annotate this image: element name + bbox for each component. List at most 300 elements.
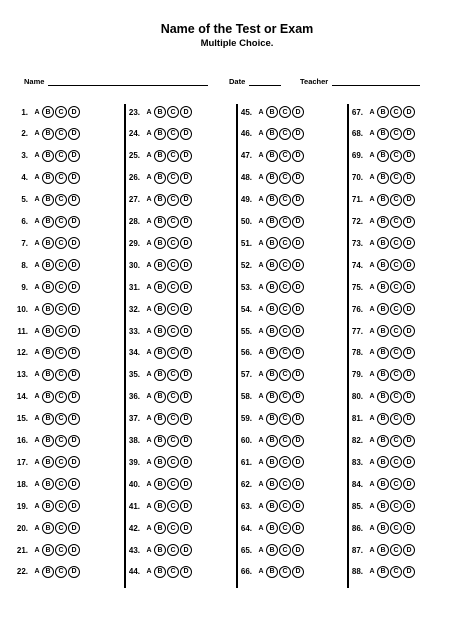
answer-bubble-a[interactable]: A: [258, 130, 264, 138]
answer-bubble-d[interactable]: D: [403, 325, 415, 337]
date-field[interactable]: [229, 77, 281, 86]
answer-bubble-a[interactable]: A: [34, 239, 40, 247]
answer-bubble-c[interactable]: C: [55, 544, 67, 556]
answer-bubble-b[interactable]: B: [154, 500, 166, 512]
answer-bubble-d[interactable]: D: [68, 369, 80, 381]
answer-bubble-c[interactable]: C: [390, 478, 402, 490]
answer-bubble-b[interactable]: B: [154, 172, 166, 184]
answer-bubble-d[interactable]: D: [68, 347, 80, 359]
answer-bubble-c[interactable]: C: [390, 413, 402, 425]
answer-bubble-a[interactable]: A: [258, 152, 264, 160]
answer-bubble-d[interactable]: D: [68, 325, 80, 337]
answer-bubble-a[interactable]: A: [34, 283, 40, 291]
answer-bubble-a[interactable]: A: [34, 480, 40, 488]
answer-bubble-c[interactable]: C: [390, 281, 402, 293]
answer-bubble-a[interactable]: A: [258, 568, 264, 576]
answer-bubble-d[interactable]: D: [180, 566, 192, 578]
answer-bubble-d[interactable]: D: [180, 150, 192, 162]
answer-bubble-c[interactable]: C: [390, 172, 402, 184]
answer-bubble-a[interactable]: A: [258, 283, 264, 291]
answer-bubble-b[interactable]: B: [42, 150, 54, 162]
answer-bubble-d[interactable]: D: [292, 369, 304, 381]
answer-bubble-c[interactable]: C: [390, 303, 402, 315]
answer-bubble-a[interactable]: A: [146, 568, 152, 576]
answer-bubble-c[interactable]: C: [279, 566, 291, 578]
answer-bubble-a[interactable]: A: [34, 305, 40, 313]
answer-bubble-a[interactable]: A: [258, 502, 264, 510]
answer-bubble-d[interactable]: D: [68, 478, 80, 490]
answer-bubble-d[interactable]: D: [403, 544, 415, 556]
answer-bubble-c[interactable]: C: [55, 391, 67, 403]
answer-bubble-a[interactable]: A: [34, 437, 40, 444]
answer-bubble-c[interactable]: C: [55, 216, 67, 228]
answer-bubble-c[interactable]: C: [55, 566, 67, 578]
answer-bubble-d[interactable]: D: [68, 413, 80, 425]
answer-bubble-d[interactable]: D: [292, 325, 304, 337]
answer-bubble-a[interactable]: A: [34, 196, 40, 204]
answer-bubble-a[interactable]: A: [34, 458, 40, 466]
answer-bubble-b[interactable]: B: [266, 347, 278, 359]
answer-bubble-c[interactable]: C: [279, 500, 291, 512]
answer-bubble-a[interactable]: A: [369, 546, 375, 554]
answer-bubble-a[interactable]: A: [258, 174, 264, 182]
answer-bubble-b[interactable]: B: [154, 544, 166, 556]
answer-bubble-b[interactable]: B: [154, 456, 166, 468]
answer-bubble-a[interactable]: A: [369, 524, 375, 532]
answer-bubble-b[interactable]: B: [42, 172, 54, 184]
answer-bubble-b[interactable]: B: [377, 172, 389, 184]
answer-bubble-a[interactable]: A: [369, 480, 375, 488]
answer-bubble-d[interactable]: D: [292, 194, 304, 206]
answer-bubble-a[interactable]: A: [34, 524, 40, 532]
teacher-field[interactable]: [300, 77, 420, 86]
answer-bubble-c[interactable]: C: [167, 237, 179, 249]
answer-bubble-b[interactable]: B: [377, 566, 389, 578]
answer-bubble-d[interactable]: D: [403, 281, 415, 293]
answer-bubble-c[interactable]: C: [167, 566, 179, 578]
answer-bubble-b[interactable]: B: [42, 216, 54, 228]
answer-bubble-a[interactable]: A: [34, 393, 40, 401]
answer-bubble-d[interactable]: D: [403, 435, 415, 447]
answer-bubble-a[interactable]: A: [258, 524, 264, 532]
answer-bubble-b[interactable]: B: [154, 150, 166, 162]
answer-bubble-c[interactable]: C: [279, 128, 291, 140]
answer-bubble-c[interactable]: C: [167, 172, 179, 184]
answer-bubble-b[interactable]: B: [42, 128, 54, 140]
answer-bubble-a[interactable]: A: [369, 393, 375, 401]
answer-bubble-b[interactable]: B: [266, 413, 278, 425]
answer-bubble-b[interactable]: B: [42, 325, 54, 337]
answer-bubble-d[interactable]: D: [180, 435, 192, 447]
answer-bubble-b[interactable]: B: [154, 281, 166, 293]
answer-bubble-a[interactable]: A: [34, 546, 40, 554]
answer-bubble-a[interactable]: A: [34, 174, 40, 182]
answer-bubble-c[interactable]: C: [55, 172, 67, 184]
answer-bubble-a[interactable]: A: [258, 239, 264, 247]
answer-bubble-d[interactable]: D: [180, 369, 192, 381]
answer-bubble-c[interactable]: C: [167, 478, 179, 490]
answer-bubble-a[interactable]: A: [34, 371, 40, 379]
answer-bubble-c[interactable]: C: [55, 150, 67, 162]
answer-bubble-d[interactable]: D: [68, 544, 80, 556]
answer-bubble-d[interactable]: D: [292, 259, 304, 271]
answer-bubble-a[interactable]: A: [369, 152, 375, 160]
answer-bubble-a[interactable]: A: [258, 458, 264, 466]
answer-bubble-d[interactable]: D: [403, 347, 415, 359]
answer-bubble-a[interactable]: A: [34, 349, 40, 357]
answer-bubble-d[interactable]: D: [292, 456, 304, 468]
answer-bubble-c[interactable]: C: [167, 347, 179, 359]
answer-bubble-b[interactable]: B: [377, 435, 389, 447]
answer-bubble-c[interactable]: C: [167, 259, 179, 271]
answer-bubble-b[interactable]: B: [154, 259, 166, 271]
answer-bubble-b[interactable]: B: [42, 303, 54, 315]
answer-bubble-d[interactable]: D: [180, 325, 192, 337]
answer-bubble-d[interactable]: D: [403, 259, 415, 271]
answer-bubble-a[interactable]: A: [146, 480, 152, 488]
answer-bubble-d[interactable]: D: [403, 106, 415, 118]
answer-bubble-c[interactable]: C: [279, 522, 291, 534]
answer-bubble-b[interactable]: B: [154, 391, 166, 403]
answer-bubble-c[interactable]: C: [167, 216, 179, 228]
answer-bubble-d[interactable]: D: [403, 369, 415, 381]
answer-bubble-c[interactable]: C: [279, 391, 291, 403]
answer-bubble-c[interactable]: C: [55, 478, 67, 490]
answer-bubble-d[interactable]: D: [180, 259, 192, 271]
answer-bubble-a[interactable]: A: [146, 196, 152, 204]
answer-bubble-b[interactable]: B: [377, 522, 389, 534]
answer-bubble-b[interactable]: B: [266, 150, 278, 162]
answer-bubble-b[interactable]: B: [377, 237, 389, 249]
answer-bubble-c[interactable]: C: [279, 237, 291, 249]
answer-bubble-a[interactable]: A: [146, 174, 152, 182]
answer-bubble-d[interactable]: D: [292, 566, 304, 578]
answer-bubble-d[interactable]: D: [403, 500, 415, 512]
answer-bubble-c[interactable]: C: [390, 456, 402, 468]
answer-bubble-c[interactable]: C: [55, 325, 67, 337]
answer-bubble-b[interactable]: B: [377, 303, 389, 315]
answer-bubble-a[interactable]: A: [258, 261, 264, 269]
answer-bubble-a[interactable]: A: [369, 239, 375, 247]
answer-bubble-b[interactable]: B: [377, 544, 389, 556]
answer-bubble-b[interactable]: B: [377, 281, 389, 293]
answer-bubble-b[interactable]: B: [42, 566, 54, 578]
answer-bubble-c[interactable]: C: [279, 369, 291, 381]
answer-bubble-c[interactable]: C: [167, 435, 179, 447]
answer-bubble-d[interactable]: D: [180, 216, 192, 228]
answer-bubble-c[interactable]: C: [279, 347, 291, 359]
answer-bubble-c[interactable]: C: [167, 128, 179, 140]
answer-bubble-a[interactable]: A: [369, 502, 375, 510]
answer-bubble-d[interactable]: D: [292, 303, 304, 315]
answer-bubble-d[interactable]: D: [403, 456, 415, 468]
answer-bubble-d[interactable]: D: [180, 303, 192, 315]
answer-bubble-c[interactable]: C: [167, 325, 179, 337]
answer-bubble-c[interactable]: C: [390, 216, 402, 228]
answer-bubble-b[interactable]: B: [266, 259, 278, 271]
answer-bubble-c[interactable]: C: [167, 500, 179, 512]
answer-bubble-a[interactable]: A: [258, 218, 264, 225]
answer-bubble-a[interactable]: A: [258, 371, 264, 379]
answer-bubble-d[interactable]: D: [292, 391, 304, 403]
answer-bubble-b[interactable]: B: [266, 522, 278, 534]
answer-bubble-d[interactable]: D: [68, 456, 80, 468]
answer-bubble-b[interactable]: B: [266, 369, 278, 381]
answer-bubble-a[interactable]: A: [369, 568, 375, 576]
answer-bubble-a[interactable]: A: [146, 218, 152, 225]
answer-bubble-b[interactable]: B: [154, 106, 166, 118]
answer-bubble-b[interactable]: B: [266, 435, 278, 447]
answer-bubble-c[interactable]: C: [167, 413, 179, 425]
answer-bubble-a[interactable]: A: [146, 393, 152, 401]
answer-bubble-b[interactable]: B: [154, 413, 166, 425]
answer-bubble-d[interactable]: D: [403, 216, 415, 228]
answer-bubble-a[interactable]: A: [369, 349, 375, 357]
answer-bubble-a[interactable]: A: [146, 524, 152, 532]
answer-bubble-c[interactable]: C: [279, 544, 291, 556]
answer-bubble-b[interactable]: B: [266, 172, 278, 184]
date-line[interactable]: [249, 77, 281, 86]
answer-bubble-a[interactable]: A: [146, 371, 152, 379]
answer-bubble-d[interactable]: D: [292, 435, 304, 447]
answer-bubble-d[interactable]: D: [292, 413, 304, 425]
answer-bubble-d[interactable]: D: [403, 566, 415, 578]
answer-bubble-d[interactable]: D: [292, 106, 304, 118]
answer-bubble-c[interactable]: C: [167, 281, 179, 293]
answer-bubble-a[interactable]: A: [369, 283, 375, 291]
answer-bubble-a[interactable]: A: [258, 327, 264, 335]
answer-bubble-b[interactable]: B: [154, 194, 166, 206]
answer-bubble-d[interactable]: D: [403, 478, 415, 490]
answer-bubble-b[interactable]: B: [266, 128, 278, 140]
answer-bubble-d[interactable]: D: [68, 281, 80, 293]
answer-bubble-b[interactable]: B: [42, 435, 54, 447]
answer-bubble-c[interactable]: C: [55, 194, 67, 206]
answer-bubble-c[interactable]: C: [279, 259, 291, 271]
answer-bubble-d[interactable]: D: [68, 435, 80, 447]
answer-bubble-c[interactable]: C: [390, 347, 402, 359]
answer-bubble-b[interactable]: B: [154, 347, 166, 359]
answer-bubble-d[interactable]: D: [292, 216, 304, 228]
answer-bubble-c[interactable]: C: [279, 106, 291, 118]
answer-bubble-b[interactable]: B: [154, 303, 166, 315]
answer-bubble-b[interactable]: B: [42, 106, 54, 118]
answer-bubble-c[interactable]: C: [390, 435, 402, 447]
answer-bubble-b[interactable]: B: [377, 259, 389, 271]
answer-bubble-c[interactable]: C: [279, 413, 291, 425]
answer-bubble-b[interactable]: B: [42, 194, 54, 206]
answer-bubble-a[interactable]: A: [258, 196, 264, 204]
answer-bubble-a[interactable]: A: [146, 283, 152, 291]
answer-bubble-a[interactable]: A: [369, 415, 375, 423]
answer-bubble-b[interactable]: B: [42, 347, 54, 359]
answer-bubble-c[interactable]: C: [167, 303, 179, 315]
answer-bubble-a[interactable]: A: [146, 305, 152, 313]
answer-bubble-d[interactable]: D: [180, 106, 192, 118]
answer-bubble-d[interactable]: D: [292, 237, 304, 249]
answer-bubble-c[interactable]: C: [279, 172, 291, 184]
answer-bubble-d[interactable]: D: [403, 413, 415, 425]
answer-bubble-b[interactable]: B: [154, 522, 166, 534]
answer-bubble-c[interactable]: C: [279, 456, 291, 468]
answer-bubble-d[interactable]: D: [403, 172, 415, 184]
answer-bubble-b[interactable]: B: [266, 478, 278, 490]
answer-bubble-a[interactable]: A: [34, 415, 40, 423]
answer-bubble-c[interactable]: C: [55, 281, 67, 293]
answer-bubble-a[interactable]: A: [146, 546, 152, 554]
answer-bubble-c[interactable]: C: [390, 544, 402, 556]
answer-bubble-b[interactable]: B: [377, 325, 389, 337]
answer-bubble-b[interactable]: B: [154, 128, 166, 140]
answer-bubble-c[interactable]: C: [167, 456, 179, 468]
answer-bubble-c[interactable]: C: [390, 106, 402, 118]
answer-bubble-d[interactable]: D: [403, 303, 415, 315]
answer-bubble-c[interactable]: C: [390, 259, 402, 271]
answer-bubble-a[interactable]: A: [258, 108, 264, 116]
answer-bubble-b[interactable]: B: [42, 544, 54, 556]
answer-bubble-d[interactable]: D: [292, 522, 304, 534]
answer-bubble-a[interactable]: A: [258, 415, 264, 423]
answer-bubble-d[interactable]: D: [292, 128, 304, 140]
answer-bubble-d[interactable]: D: [403, 522, 415, 534]
answer-bubble-a[interactable]: A: [146, 152, 152, 160]
answer-bubble-b[interactable]: B: [42, 391, 54, 403]
answer-bubble-d[interactable]: D: [180, 128, 192, 140]
answer-bubble-a[interactable]: A: [34, 327, 40, 335]
answer-bubble-a[interactable]: A: [369, 371, 375, 379]
answer-bubble-b[interactable]: B: [154, 237, 166, 249]
answer-bubble-b[interactable]: B: [377, 216, 389, 228]
answer-bubble-c[interactable]: C: [279, 281, 291, 293]
answer-bubble-c[interactable]: C: [55, 128, 67, 140]
answer-bubble-c[interactable]: C: [55, 237, 67, 249]
answer-bubble-a[interactable]: A: [34, 152, 40, 160]
answer-bubble-a[interactable]: A: [34, 218, 40, 225]
answer-bubble-d[interactable]: D: [292, 500, 304, 512]
answer-bubble-c[interactable]: C: [390, 522, 402, 534]
answer-bubble-b[interactable]: B: [266, 456, 278, 468]
answer-bubble-d[interactable]: D: [292, 544, 304, 556]
answer-bubble-a[interactable]: A: [369, 458, 375, 466]
answer-bubble-c[interactable]: C: [390, 150, 402, 162]
answer-bubble-a[interactable]: A: [258, 480, 264, 488]
answer-bubble-c[interactable]: C: [390, 500, 402, 512]
answer-bubble-b[interactable]: B: [377, 456, 389, 468]
answer-bubble-d[interactable]: D: [68, 194, 80, 206]
answer-bubble-c[interactable]: C: [167, 194, 179, 206]
answer-bubble-a[interactable]: A: [258, 393, 264, 401]
answer-bubble-b[interactable]: B: [377, 369, 389, 381]
answer-bubble-d[interactable]: D: [68, 216, 80, 228]
answer-bubble-b[interactable]: B: [42, 413, 54, 425]
answer-bubble-b[interactable]: B: [266, 391, 278, 403]
answer-bubble-a[interactable]: A: [258, 305, 264, 313]
answer-bubble-d[interactable]: D: [403, 194, 415, 206]
answer-bubble-c[interactable]: C: [55, 500, 67, 512]
answer-bubble-b[interactable]: B: [42, 237, 54, 249]
answer-bubble-d[interactable]: D: [180, 500, 192, 512]
answer-bubble-b[interactable]: B: [266, 566, 278, 578]
answer-bubble-d[interactable]: D: [180, 281, 192, 293]
answer-bubble-a[interactable]: A: [146, 130, 152, 138]
answer-bubble-a[interactable]: A: [34, 261, 40, 269]
answer-bubble-a[interactable]: A: [34, 130, 40, 138]
answer-bubble-c[interactable]: C: [55, 369, 67, 381]
answer-bubble-d[interactable]: D: [403, 150, 415, 162]
answer-bubble-d[interactable]: D: [68, 303, 80, 315]
answer-bubble-a[interactable]: A: [369, 196, 375, 204]
answer-bubble-a[interactable]: A: [369, 305, 375, 313]
answer-bubble-c[interactable]: C: [279, 435, 291, 447]
answer-bubble-c[interactable]: C: [167, 369, 179, 381]
answer-bubble-a[interactable]: A: [258, 437, 264, 444]
answer-bubble-d[interactable]: D: [180, 194, 192, 206]
answer-bubble-b[interactable]: B: [42, 259, 54, 271]
answer-bubble-c[interactable]: C: [279, 325, 291, 337]
answer-bubble-d[interactable]: D: [180, 347, 192, 359]
answer-bubble-b[interactable]: B: [377, 413, 389, 425]
answer-bubble-a[interactable]: A: [146, 261, 152, 269]
answer-bubble-b[interactable]: B: [377, 500, 389, 512]
answer-bubble-a[interactable]: A: [369, 261, 375, 269]
answer-bubble-d[interactable]: D: [68, 566, 80, 578]
answer-bubble-d[interactable]: D: [180, 391, 192, 403]
answer-bubble-b[interactable]: B: [266, 544, 278, 556]
answer-bubble-d[interactable]: D: [180, 172, 192, 184]
answer-bubble-d[interactable]: D: [68, 259, 80, 271]
answer-bubble-c[interactable]: C: [167, 150, 179, 162]
answer-bubble-d[interactable]: D: [68, 391, 80, 403]
answer-bubble-c[interactable]: C: [55, 522, 67, 534]
answer-bubble-d[interactable]: D: [180, 478, 192, 490]
answer-bubble-d[interactable]: D: [292, 347, 304, 359]
answer-bubble-b[interactable]: B: [154, 478, 166, 490]
answer-bubble-c[interactable]: C: [390, 237, 402, 249]
answer-bubble-c[interactable]: C: [279, 150, 291, 162]
answer-bubble-b[interactable]: B: [154, 369, 166, 381]
answer-bubble-c[interactable]: C: [55, 456, 67, 468]
answer-bubble-c[interactable]: C: [390, 566, 402, 578]
answer-bubble-d[interactable]: D: [403, 237, 415, 249]
answer-bubble-a[interactable]: A: [369, 327, 375, 335]
answer-bubble-b[interactable]: B: [154, 435, 166, 447]
answer-bubble-c[interactable]: C: [167, 106, 179, 118]
answer-bubble-a[interactable]: A: [146, 437, 152, 444]
answer-bubble-d[interactable]: D: [180, 522, 192, 534]
answer-bubble-a[interactable]: A: [369, 174, 375, 182]
answer-bubble-c[interactable]: C: [279, 478, 291, 490]
answer-bubble-c[interactable]: C: [55, 347, 67, 359]
answer-bubble-c[interactable]: C: [390, 194, 402, 206]
answer-bubble-c[interactable]: C: [55, 413, 67, 425]
answer-bubble-d[interactable]: D: [68, 150, 80, 162]
answer-bubble-b[interactable]: B: [377, 194, 389, 206]
answer-bubble-a[interactable]: A: [369, 130, 375, 138]
answer-bubble-b[interactable]: B: [266, 216, 278, 228]
answer-bubble-d[interactable]: D: [68, 106, 80, 118]
answer-bubble-c[interactable]: C: [279, 216, 291, 228]
answer-bubble-d[interactable]: D: [68, 128, 80, 140]
answer-bubble-a[interactable]: A: [258, 349, 264, 357]
answer-bubble-b[interactable]: B: [377, 391, 389, 403]
answer-bubble-d[interactable]: D: [180, 413, 192, 425]
answer-bubble-a[interactable]: A: [146, 502, 152, 510]
answer-bubble-d[interactable]: D: [68, 237, 80, 249]
name-field[interactable]: [24, 77, 208, 86]
answer-bubble-b[interactable]: B: [377, 106, 389, 118]
answer-bubble-a[interactable]: A: [369, 108, 375, 116]
answer-bubble-b[interactable]: B: [266, 237, 278, 249]
